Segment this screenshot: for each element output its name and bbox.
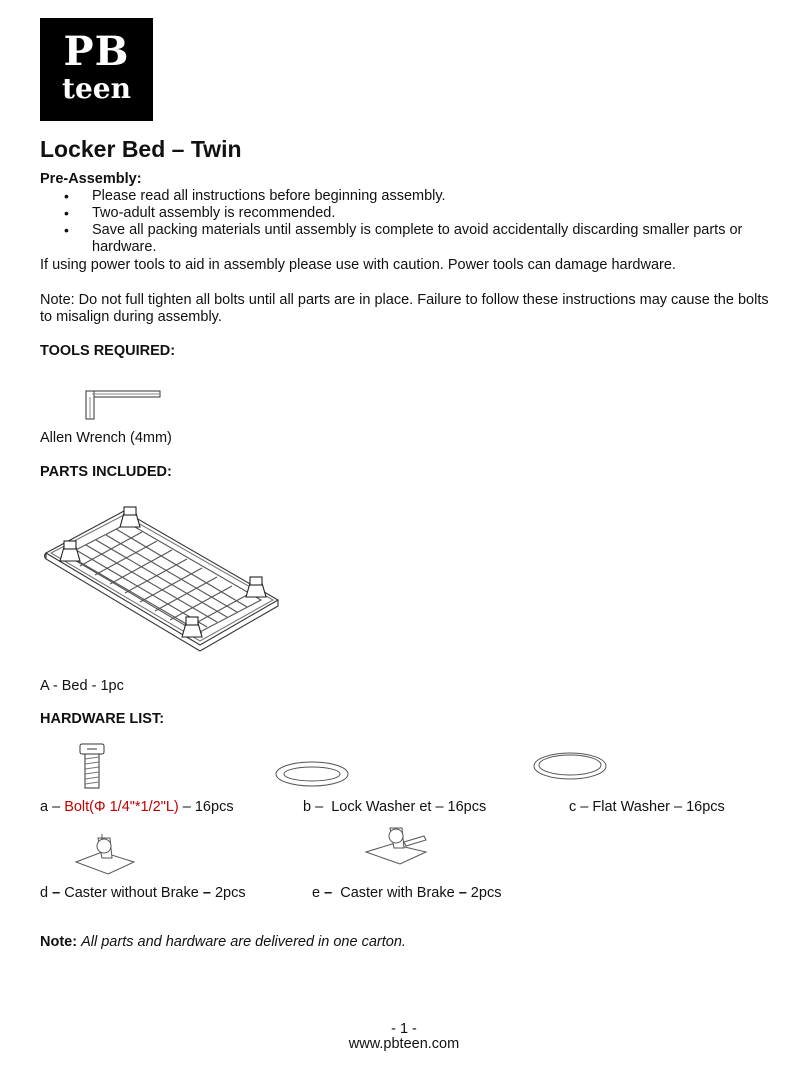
parts-heading: PARTS INCLUDED: <box>40 464 172 480</box>
hardware-e-text: Caster with Brake <box>332 885 459 901</box>
hardware-a-prefix: a – <box>40 799 65 815</box>
footer-note <box>40 934 406 950</box>
dash: – <box>324 885 333 901</box>
power-tools-note: If using power tools to aid in assembly please use with caution. Power tools can damage hardware. <box>40 257 676 273</box>
caster-with-brake-illustration <box>362 822 442 868</box>
hardware-heading: HARDWARE LIST: <box>40 711 165 727</box>
dash: – <box>458 885 467 901</box>
list-item: • Save all packing materials until assembly is complete to avoid accidentally discarding smaller parts or hardware. <box>40 222 770 256</box>
footer-note-label: Note: <box>40 934 78 950</box>
hardware-d-letter: d <box>40 885 49 901</box>
tools-heading: TOOLS REQUIRED: <box>40 343 176 359</box>
caster-without-brake-illustration <box>72 830 142 880</box>
dash: – <box>52 885 61 901</box>
hardware-b: b – Lock Washer et – 16pcs <box>303 799 487 815</box>
pre-assembly-heading: Pre-Assembly: <box>40 171 142 187</box>
pbteen-logo <box>40 18 153 121</box>
footer-note-text: All parts and hardware are delivered in one carton. <box>81 934 406 950</box>
allen-wrench-label: Allen Wrench (4mm) <box>40 430 172 446</box>
hardware-e-qty: 2pcs <box>466 885 502 901</box>
hardware-d <box>40 885 246 901</box>
hardware-d-qty: 2pcs <box>210 885 246 901</box>
hardware-a-suffix: – 16pcs <box>178 799 234 815</box>
hardware-d-text: Caster without Brake <box>60 885 203 901</box>
tighten-note: Note: Do not full tighten all bolts until all parts are in place. Failure to follow these instructions may cause the bolts to misalign during assembly. <box>40 292 769 325</box>
list-item: • Please read all instructions before beginning assembly. <box>40 188 770 205</box>
hardware-c: c – Flat Washer – 16pcs <box>569 799 725 815</box>
page-number: - 1 - <box>391 1021 417 1037</box>
flat-washer-illustration <box>532 750 612 784</box>
bed-illustration <box>40 505 285 660</box>
logo-line-2: teen <box>62 72 131 105</box>
pre-assembly-list <box>40 188 770 256</box>
hardware-a <box>40 799 234 815</box>
bolt-illustration <box>78 742 108 792</box>
hardware-e-letter: e <box>312 885 321 901</box>
bed-label: A - Bed - 1pc <box>40 678 124 694</box>
lock-washer-illustration <box>272 758 352 792</box>
hardware-a-name: Bolt(Φ 1/4"*1/2"L) <box>64 799 179 815</box>
website-link[interactable]: www.pbteen.com <box>348 1036 460 1052</box>
allen-wrench-illustration <box>78 388 164 420</box>
list-item: • Two-adult assembly is recommended. <box>40 205 770 222</box>
logo-line-1: PB <box>63 28 130 75</box>
page-title: Locker Bed – Twin <box>40 136 242 162</box>
hardware-e <box>312 885 501 901</box>
dash: – <box>202 885 211 901</box>
